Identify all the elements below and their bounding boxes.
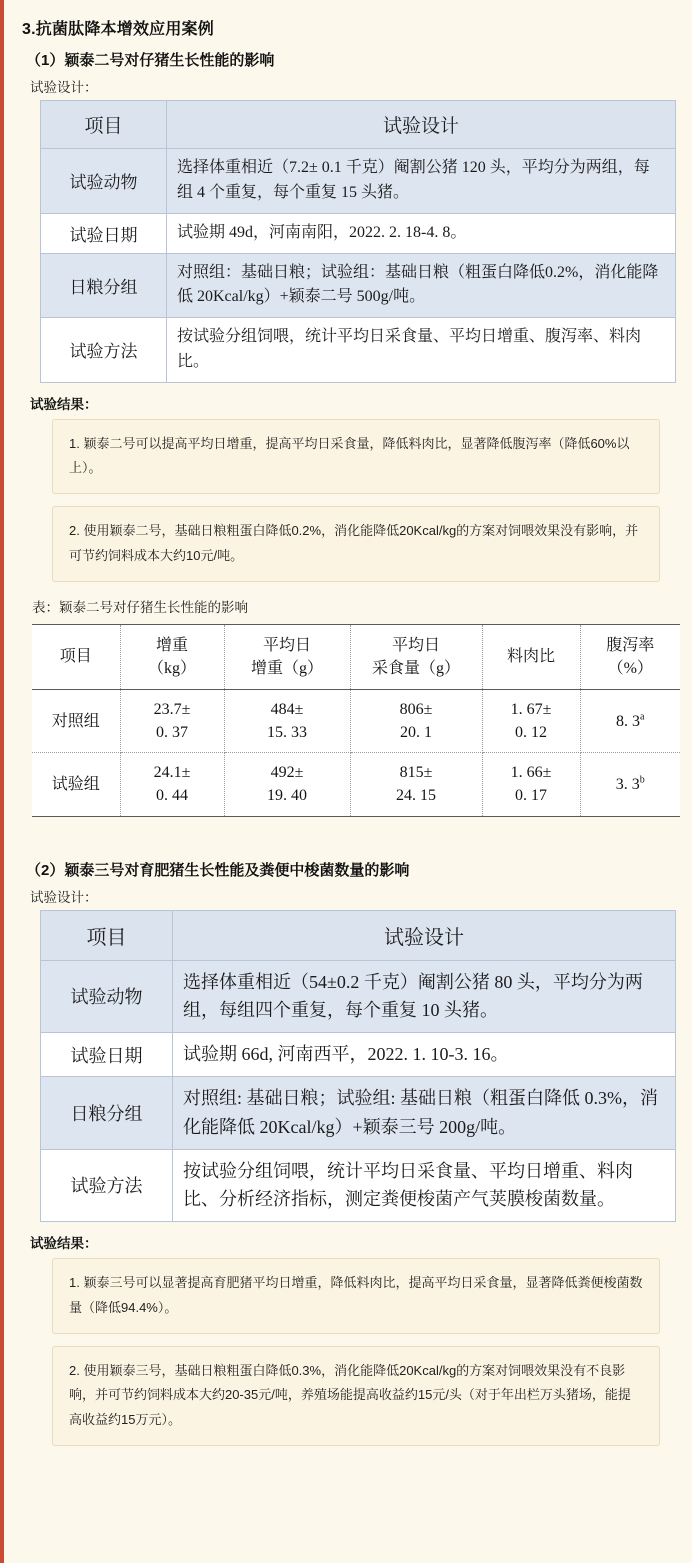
col-header-item-text: 项目 [59,648,92,666]
cell-diarrhea [580,753,680,816]
row-label: 试验方法 [41,1149,173,1222]
col-header-fcr-text: 料肉比 [506,648,555,666]
cell-adg-l2: 19. 40 [267,787,307,805]
col-header-diarrhea [580,624,680,689]
row-label: 试验日期 [41,213,167,253]
cell-gain [120,689,224,752]
table-row [41,149,676,214]
cell-fcr-l1: 1. 66± [510,764,552,782]
cell-adfi [350,753,482,816]
col-header-adfi-l2: 采食量（g） [371,659,460,677]
table-header-row [41,101,676,149]
cell-fcr-l2: 0. 17 [515,787,547,805]
design-header-content: 试验设计 [167,101,676,149]
table-header-row [41,910,676,960]
cell-fcr-l2: 0. 12 [515,724,547,742]
section-spacer [18,825,674,855]
case1-note-1: 1. 颖泰二号可以提高平均日增重，提高平均日采食量，降低料肉比，显著降低腹泻率（降低60%以上）。 [52,419,660,494]
cell-adg-l1: 484± [270,700,304,718]
table-row [41,213,676,253]
case1-note-2: 2. 使用颖泰二号，基础日粮粗蛋白降低0.2%，消化能降低20Kcal/kg的方案对饲喂效果没有影响，并可节约饲料成本大约10元/吨。 [52,506,660,581]
col-header-fcr [482,624,580,689]
cell-fcr [482,753,580,816]
col-header-gain-l1: 增重 [155,636,188,654]
cell-diarrhea-value: 3. 3 [615,775,640,793]
col-header-gain-l2: （kg） [147,659,196,677]
row-label: 试验方法 [41,318,167,383]
cell-diarrhea [580,689,680,752]
cell-gain [120,753,224,816]
table-row [41,318,676,383]
case2-design-label: 试验设计： [30,889,98,905]
row-value: 按试验分组饲喂，统计平均日采食量、平均日增重、料肉比、分析经济指标，测定粪便梭菌产气荚膜梭菌数量。 [173,1149,676,1222]
table-row [32,689,680,752]
col-header-adg-l2: 增重（g） [250,659,323,677]
col-header-diarrhea-l1: 腹泻率 [606,636,655,654]
col-header-adfi-l1: 平均日 [391,636,440,654]
case1-data-table [32,624,680,817]
row-value: 按试验分组饲喂，统计平均日采食量、平均日增重、腹泻率、料肉比。 [167,318,676,383]
row-label: 日粮分组 [41,1077,173,1150]
table-row [41,1077,676,1150]
cell-fcr [482,689,580,752]
cell-diarrhea-value: 8. 3 [616,712,641,730]
cell-diarrhea-superscript: b [639,774,645,786]
row-value: 选择体重相近（7.2± 0.1 千克）阉割公猪 120 头，平均分为两组，每组 4 个重复，每个重复 15 头猪。 [167,149,676,214]
table-row [41,1149,676,1222]
case1-title: （1）颖泰二号对仔猪生长性能的影响 [26,52,275,69]
cell-adg [224,689,350,752]
table-header-row [32,624,680,689]
row-value: 对照组：基础日粮；试验组：基础日粮（粗蛋白降低0.2%，消化能降低 20Kcal/kg）+颖泰二号 500g/吨。 [167,253,676,318]
row-label: 试验日期 [41,1033,173,1077]
design-header-content: 试验设计 [173,910,676,960]
row-label: 日粮分组 [41,253,167,318]
table-row [41,253,676,318]
col-header-diarrhea-l2: （%） [607,659,653,677]
col-header-adfi [350,624,482,689]
cell-adfi [350,689,482,752]
case1-design-table [40,100,676,383]
cell-diarrhea-superscript: a [640,711,645,723]
cell-gain-l2: 0. 37 [156,724,188,742]
design-header-item: 项目 [41,101,167,149]
table-row [41,1033,676,1077]
cell-adg [224,753,350,816]
case2-note-2: 2. 使用颖泰三号，基础日粮粗蛋白降低0.3%，消化能降低20Kcal/kg的方案对饲喂效果没有不良影响，并可节约饲料成本大约20-35元/吨，养殖场能提高收益约15元/头（对于年出栏万头猪场，能提高收益约15万元）。 [52,1346,660,1446]
cell-gain-l2: 0. 44 [156,787,188,805]
cell-adfi-l1: 806± [399,700,433,718]
cell-gain-l1: 24.1± [153,764,191,782]
col-header-item [32,624,120,689]
case2-title: （2）颖泰三号对育肥猪生长性能及粪便中梭菌数量的影响 [26,861,410,879]
col-header-adg-l1: 平均日 [262,636,311,654]
row-value: 试验期 66d, 河南西平，2022. 1. 10-3. 16。 [173,1033,676,1077]
table-row [32,753,680,816]
cell-adg-l2: 15. 33 [267,724,307,742]
cell-fcr-l1: 1. 67± [510,700,552,718]
case1-results-label: 试验结果： [30,396,98,412]
row-value: 对照组: 基础日粮；试验组: 基础日粮（粗蛋白降低 0.3%，消化能降低 20Kcal/kg）+颖泰三号 200g/吨。 [173,1077,676,1150]
case1-table-caption: 表：颖泰二号对仔猪生长性能的影响 [32,599,248,615]
table-row [41,960,676,1033]
row-value: 选择体重相近（54±0.2 千克）阉割公猪 80 头，平均分为两组，每组四个重复，每个重复 10 头猪。 [173,960,676,1033]
col-header-adg [224,624,350,689]
case1-design-label: 试验设计： [30,80,98,95]
cell-adfi-l1: 815± [399,764,433,782]
row-label: 对照组 [32,689,120,752]
design-header-item: 项目 [41,910,173,960]
row-label: 试验动物 [41,960,173,1033]
cell-adfi-l2: 24. 15 [396,787,436,805]
cell-adg-l1: 492± [270,764,304,782]
page-title: 3.抗菌肽降本增效应用案例 [22,21,214,38]
cell-gain-l1: 23.7± [153,700,191,718]
case2-note-1: 1. 颖泰三号可以显著提高育肥猪平均日增重，降低料肉比，提高平均日采食量，显著降低粪便梭菌数量（降低94.4%）。 [52,1258,660,1333]
case2-design-table [40,910,676,1223]
row-label: 试验动物 [41,149,167,214]
cell-adfi-l2: 20. 1 [400,724,432,742]
row-value: 试验期 49d，河南南阳，2022. 2. 18-4. 8。 [167,213,676,253]
row-label: 试验组 [32,753,120,816]
case2-results-label: 试验结果： [30,1236,98,1252]
col-header-gain [120,624,224,689]
